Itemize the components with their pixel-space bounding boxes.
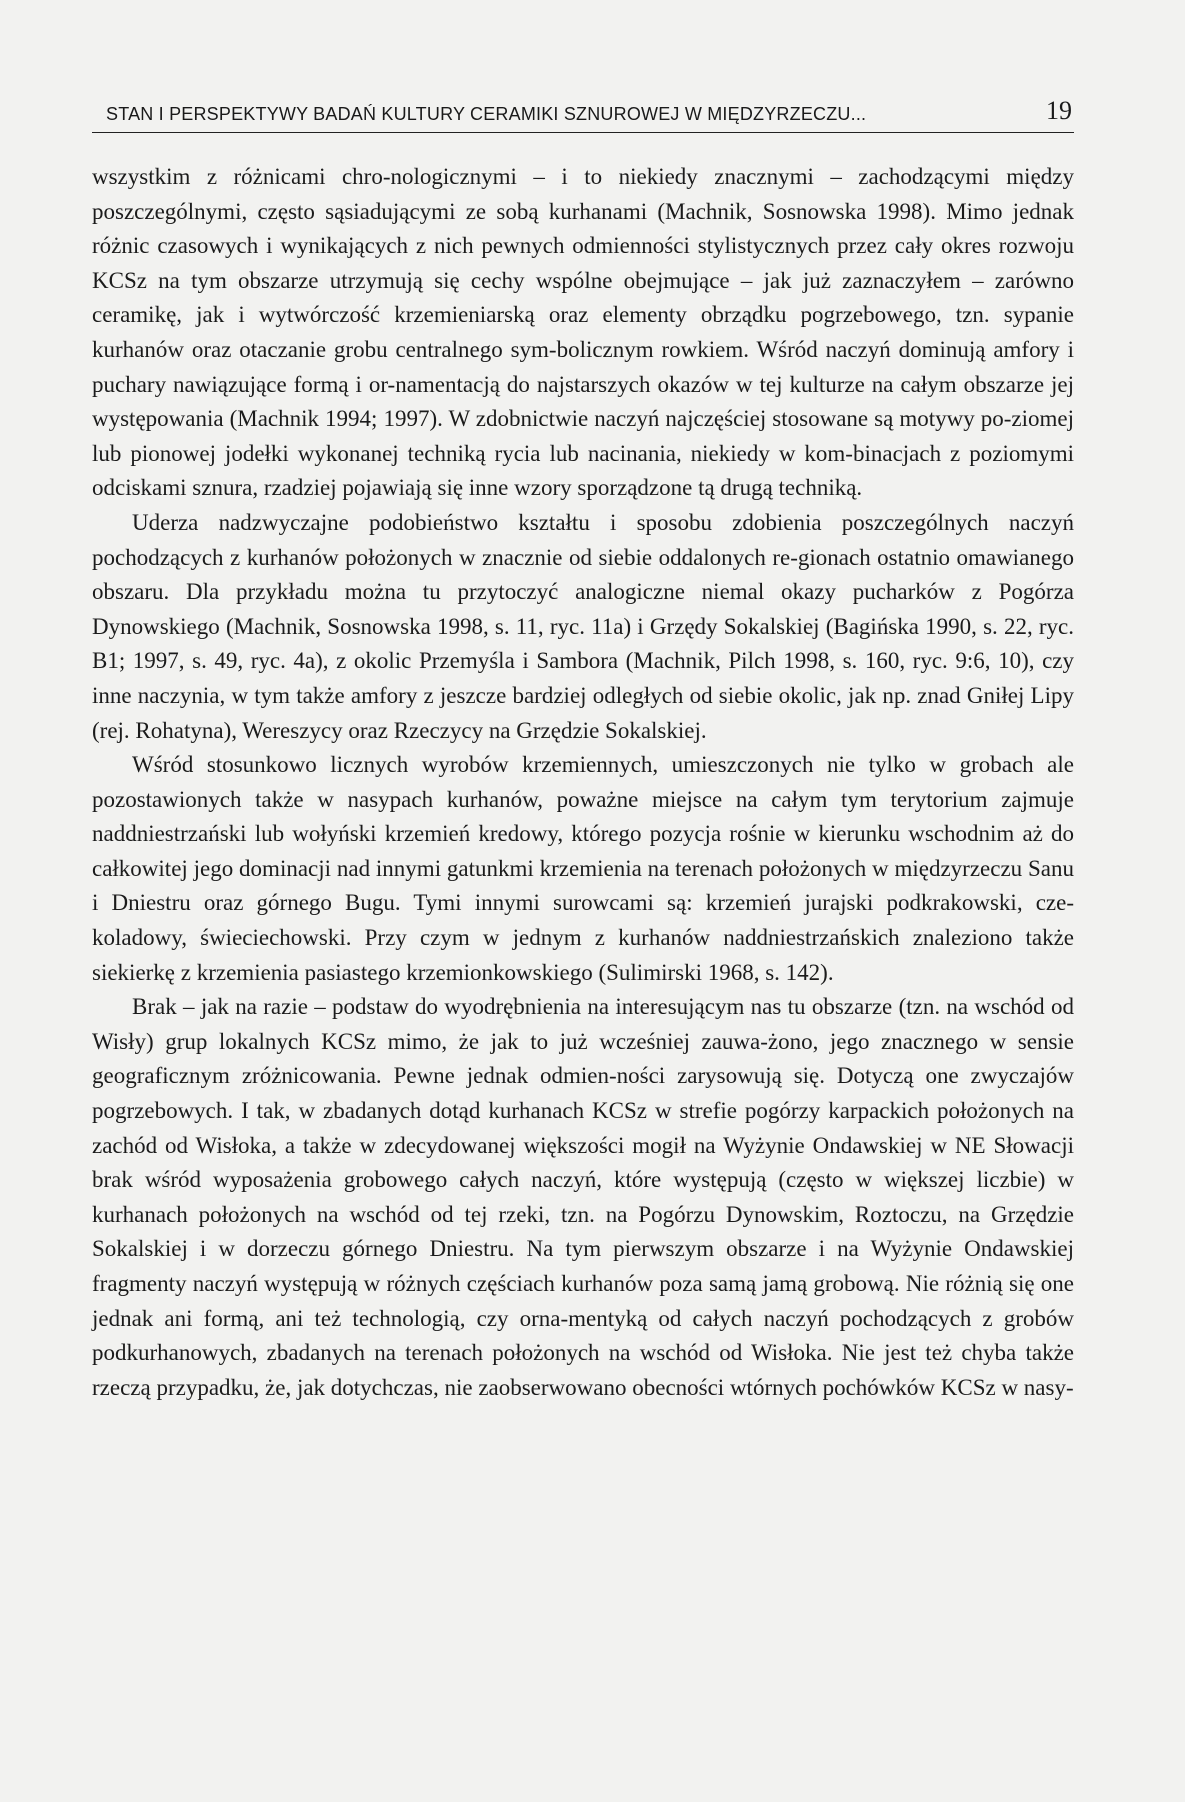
- body-text: [92, 160, 1074, 1405]
- paragraph: Uderza nadzwyczajne podobieństwo kształtu i sposobu zdobienia poszczególnych naczyń pochodzących z kurhanów położonych w znacznie od siebie oddalonych re-gionach ostatnio omawianego obszaru. Dla przykładu można tu przytoczyć analogiczne niemal okazy pucharków z Pogórza Dynowskiego (Machnik, Sosnowska 1998, s. 11, ryc. 11a) i Grzędy Sokalskiej (Bagińska 1990, s. 22, ryc. B1; 1997, s. 49, ryc. 4a), z okolic Przemyśla i Sambora (Machnik, Pilch 1998, s. 160, ryc. 9:6, 10), czy inne naczynia, w tym także amfory z jeszcze bardziej odległych od siebie okolic, jak np. znad Gniłej Lipy (rej. Rohatyna), Wereszycy oraz Rzeczycy na Grzędzie Sokalskiej.: [92, 509, 1074, 743]
- paragraph: Brak – jak na razie – podstaw do wyodrębnienia na interesującym nas tu obszarze (tzn. na wschód od Wisły) grup lokalnych KCSz mimo, że jak to już wcześniej zauwa-żono, jego znacznego w sensie geograficznym zróżnicowania. Pewne jednak odmien-ności zarysowują się. Dotyczą one zwyczajów pogrzebowych. I tak, w zbadanych dotąd kurhanach KCSz w strefie pogórzy karpackich położonych na zachód od Wisłoka, a także w zdecydowanej większości mogił na Wyżynie Ondawskiej w NE Słowacji brak wśród wyposażenia grobowego całych naczyń, które występują (często w większej liczbie) w kurhanach położonych na wschód od tej rzeki, tzn. na Pogórzu Dynowskim, Roztoczu, na Grzędzie Sokalskiej i w dorzeczu górnego Dniestru. Na tym pierwszym obszarze i na Wyżynie Ondawskiej fragmenty naczyń występują w różnych częściach kurhanów poza samą jamą grobową. Nie różnią się one jednak ani formą, ani też technologią, czy orna-mentyką od całych naczyń pochodzących z grobów podkurhanowych, zbadanych na terenach położonych na wschód od Wisłoka. Nie jest też chyba także rzeczą przypadku, że, jak dotychczas, nie zaobserwowano obecności wtórnych pochówków KCSz w nasy-: [92, 994, 1074, 1400]
- running-title: STAN I PERSPEKTYWY BADAŃ KULTURY CERAMIKI SZNUROWEJ W MIĘDZYRZECZU...: [106, 104, 867, 124]
- running-header: [92, 96, 1074, 133]
- paragraph: Wśród stosunkowo licznych wyrobów krzemiennych, umieszczonych nie tylko w grobach ale pozostawionych także w nasypach kurhanów, poważne miejsce na całym tym terytorium zajmuje naddniestrzański lub wołyński krzemień kredowy, którego pozycja rośnie w kierunku wschodnim aż do całkowitej jego dominacji nad innymi gatunkmi krzemienia na terenach położonych w międzyrzeczu Sanu i Dniestru oraz górnego Bugu. Tymi innymi surowcami są: krzemień jurajski podkrakowski, cze-koladowy, świeciechowski. Przy czym w jednym z kurhanów naddniestrzańskich znaleziono także siekierkę z krzemienia pasiastego krzemionkowskiego (Sulimirski 1968, s. 142).: [92, 752, 1074, 985]
- paragraph-continued: wszystkim z różnicami chro-nologicznymi – i to niekiedy znacznymi – zachodzącymi między poszczególnymi, często sąsiadującymi ze sobą kurhanami (Machnik, Sosnowska 1998). Mimo jednak różnic czasowych i wynikających z nich pewnych odmienności stylistycznych przez cały okres rozwoju KCSz na tym obszarze utrzymują się cechy wspólne obejmujące – jak już zaznaczyłem – zarówno ceramikę, jak i wytwórczość krzemieniarską oraz elementy obrządku pogrzebowego, tzn. sypanie kurhanów oraz otaczanie grobu centralnego sym-bolicznym rowkiem. Wśród naczyń dominują amfory i puchary nawiązujące formą i or-namentacją do najstarszych okazów w tej kulturze na całym obszarze jej występowania (Machnik 1994; 1997). W zdobnictwie naczyń najczęściej stosowane są motywy po-ziomej lub pionowej jodełki wykonanej techniką rycia lub nacinania, niekiedy w kom-binacjach z poziomymi odciskami sznura, rzadziej pojawiają się inne wzory sporządzone tą drugą techniką.: [92, 164, 1074, 501]
- page-number: 19: [1046, 96, 1072, 125]
